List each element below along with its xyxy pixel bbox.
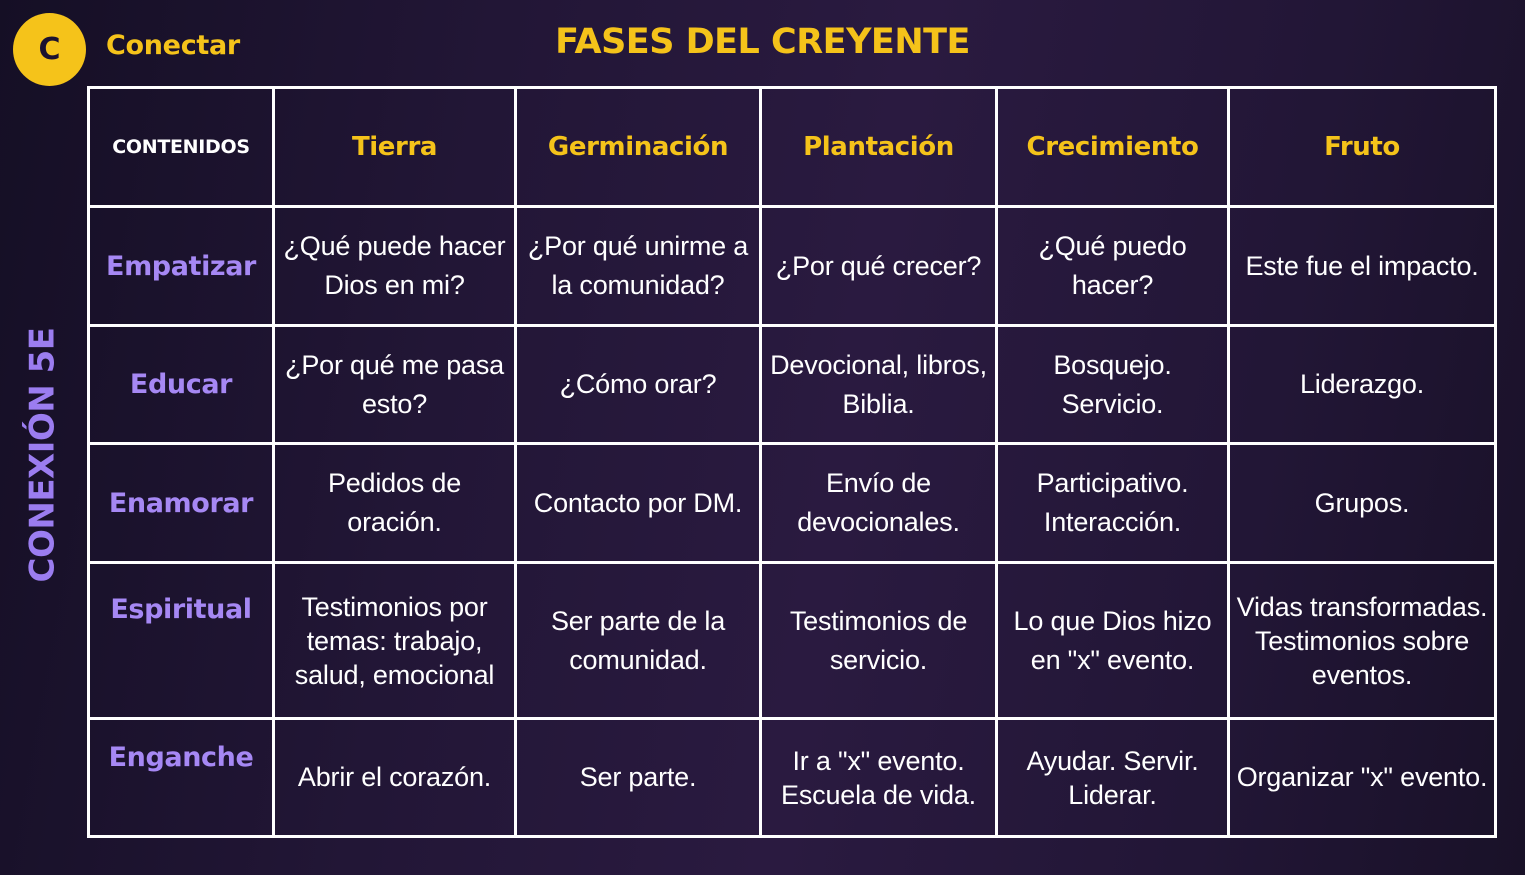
table-cell: Vidas transformadas. Testimonios sobre eventos. — [1230, 564, 1494, 720]
table-cell: ¿Por qué me pasa esto? — [275, 327, 517, 445]
brand-name: Conectar — [106, 30, 240, 61]
table-cell: ¿Por qué unirme a la comunidad? — [517, 208, 762, 327]
table-cell: Ayudar. Servir. Liderar. — [998, 720, 1230, 835]
table-corner-header: CONTENIDOS — [90, 89, 275, 208]
table-cell: Organizar "x" evento. — [1236, 762, 1488, 792]
table-cell: Ir a "x" evento. Escuela de vida. — [762, 720, 998, 835]
phase-header-germinacion: Germinación — [517, 89, 762, 208]
table-cell: Participativo. Interacción. — [998, 445, 1230, 564]
table-cell: Ser parte de la comunidad. — [517, 564, 762, 720]
table-cell: ¿Qué puedo hacer? — [998, 208, 1230, 327]
row-header-enganche: Enganche — [90, 720, 275, 835]
row-header-enamorar: Enamorar — [90, 445, 275, 564]
table-cell: ¿Por qué crecer? — [762, 208, 998, 327]
phase-header-tierra: Tierra — [275, 89, 517, 208]
side-label-text: CONEXIÓN 5E — [22, 327, 63, 583]
table-cell: Devocional, libros, Biblia. — [762, 327, 998, 445]
table-cell: Este fue el impacto. — [1230, 208, 1494, 327]
table-cell: Liderazgo. — [1230, 327, 1494, 445]
table-cell: Pedidos de oración. — [275, 445, 517, 564]
table-cell: Contacto por DM. — [517, 445, 762, 564]
row-header-empatizar: Empatizar — [90, 208, 275, 327]
table-cell: Envío de devocionales. — [762, 445, 998, 564]
table-cell: Abrir el corazón. — [275, 720, 517, 835]
table-cell: Testimonios por temas: trabajo, salud, emocional — [275, 564, 517, 720]
table-cell: Grupos. — [1230, 445, 1494, 564]
phase-header-crecimiento: Crecimiento — [998, 89, 1230, 208]
table-cell: ¿Cómo orar? — [517, 327, 762, 445]
brand-logo — [13, 13, 86, 86]
table-cell: Ser parte. — [517, 720, 762, 835]
phases-table — [87, 86, 1497, 838]
page-title: FASES DEL CREYENTE — [555, 22, 970, 62]
row-header-espiritual: Espiritual — [90, 564, 275, 720]
brand-logo-letter: C — [38, 31, 61, 67]
table-cell: Bosquejo. Servicio. — [998, 327, 1230, 445]
table-cell: Lo que Dios hizo en "x" evento. — [998, 564, 1230, 720]
phase-header-plantacion: Plantación — [762, 89, 998, 208]
row-header-educar: Educar — [90, 327, 275, 445]
table-cell: ¿Qué puede hacer Dios en mi? — [275, 208, 517, 327]
table-cell: Testimonios de servicio. — [762, 564, 998, 720]
phase-header-fruto: Fruto — [1230, 89, 1494, 208]
side-label — [20, 320, 64, 590]
